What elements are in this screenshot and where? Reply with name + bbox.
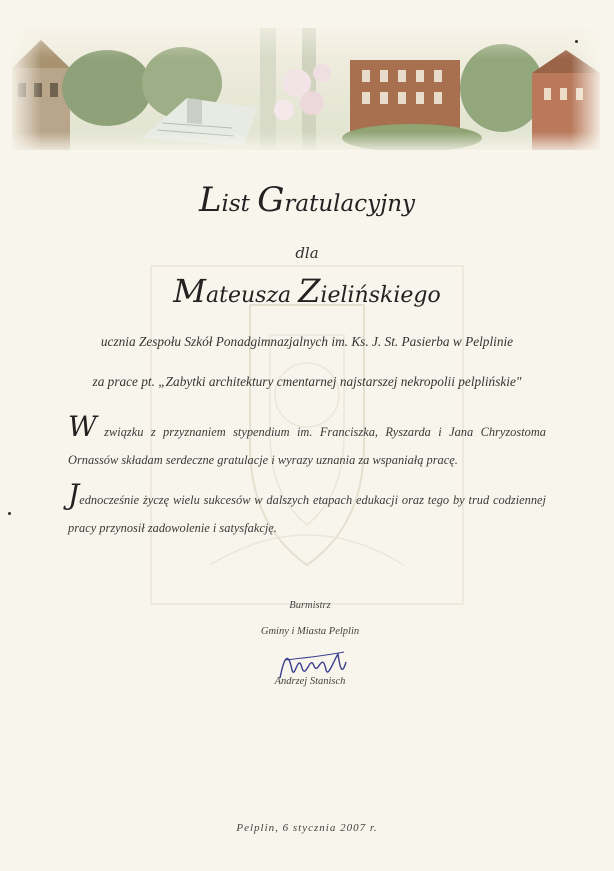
title-initial-2: G [257, 180, 285, 220]
for-label: dla [295, 244, 319, 262]
title-rest-1: ist [221, 191, 258, 217]
recipient-initial-1: M [173, 272, 207, 310]
place-and-date: Pelplin, 6 stycznia 2007 r. [236, 822, 378, 834]
header-photo-banner [12, 28, 600, 150]
paper-speck [8, 512, 11, 515]
paragraph2-initial: J [68, 478, 80, 511]
recipient-name [0, 272, 614, 310]
title-initial-1: L [198, 180, 222, 220]
signatory-office: Gminy i Miasta Pelplin [260, 626, 360, 637]
paragraph2-text: ednocześnie życzę wielu sukcesów w dalszych etapach edukacji oraz tego by trud codziennej pracy przynosił zadowolenie i satysfakcję. [68, 493, 546, 535]
recipient-rest-2: ielińskiego [320, 283, 441, 308]
recipient-initial-2: Z [298, 272, 321, 310]
paragraph1-text: związku z przyznaniem stypendium im. Franciszka, Ryszarda i Jana Chryzostoma Ornassów składam serdeczne gratulacje i wyrazy uznania za wspaniałą pracę. [68, 425, 546, 467]
work-title-line: za prace pt. „Zabytki architektury cmentarnej najstarszej nekropolii pelplińskie" [92, 374, 522, 389]
paper-speck [575, 40, 578, 43]
title-rest-2: ratulacyjny [284, 191, 416, 217]
wishes-paragraph [68, 478, 546, 542]
banner-illustration [12, 28, 600, 150]
congratulations-paragraph [68, 410, 546, 474]
paragraph1-initial: W [68, 410, 97, 443]
certificate-title [0, 180, 614, 220]
recipient-rest-1: ateusza [206, 283, 299, 308]
school-line: ucznia Zespołu Szkół Ponadgimnazjalnych im. Ks. J. St. Pasierba w Pelplinie [100, 334, 514, 349]
signatory-title: Burmistrz [289, 600, 331, 611]
signatory-name: Andrzej Stanisch [274, 676, 346, 687]
